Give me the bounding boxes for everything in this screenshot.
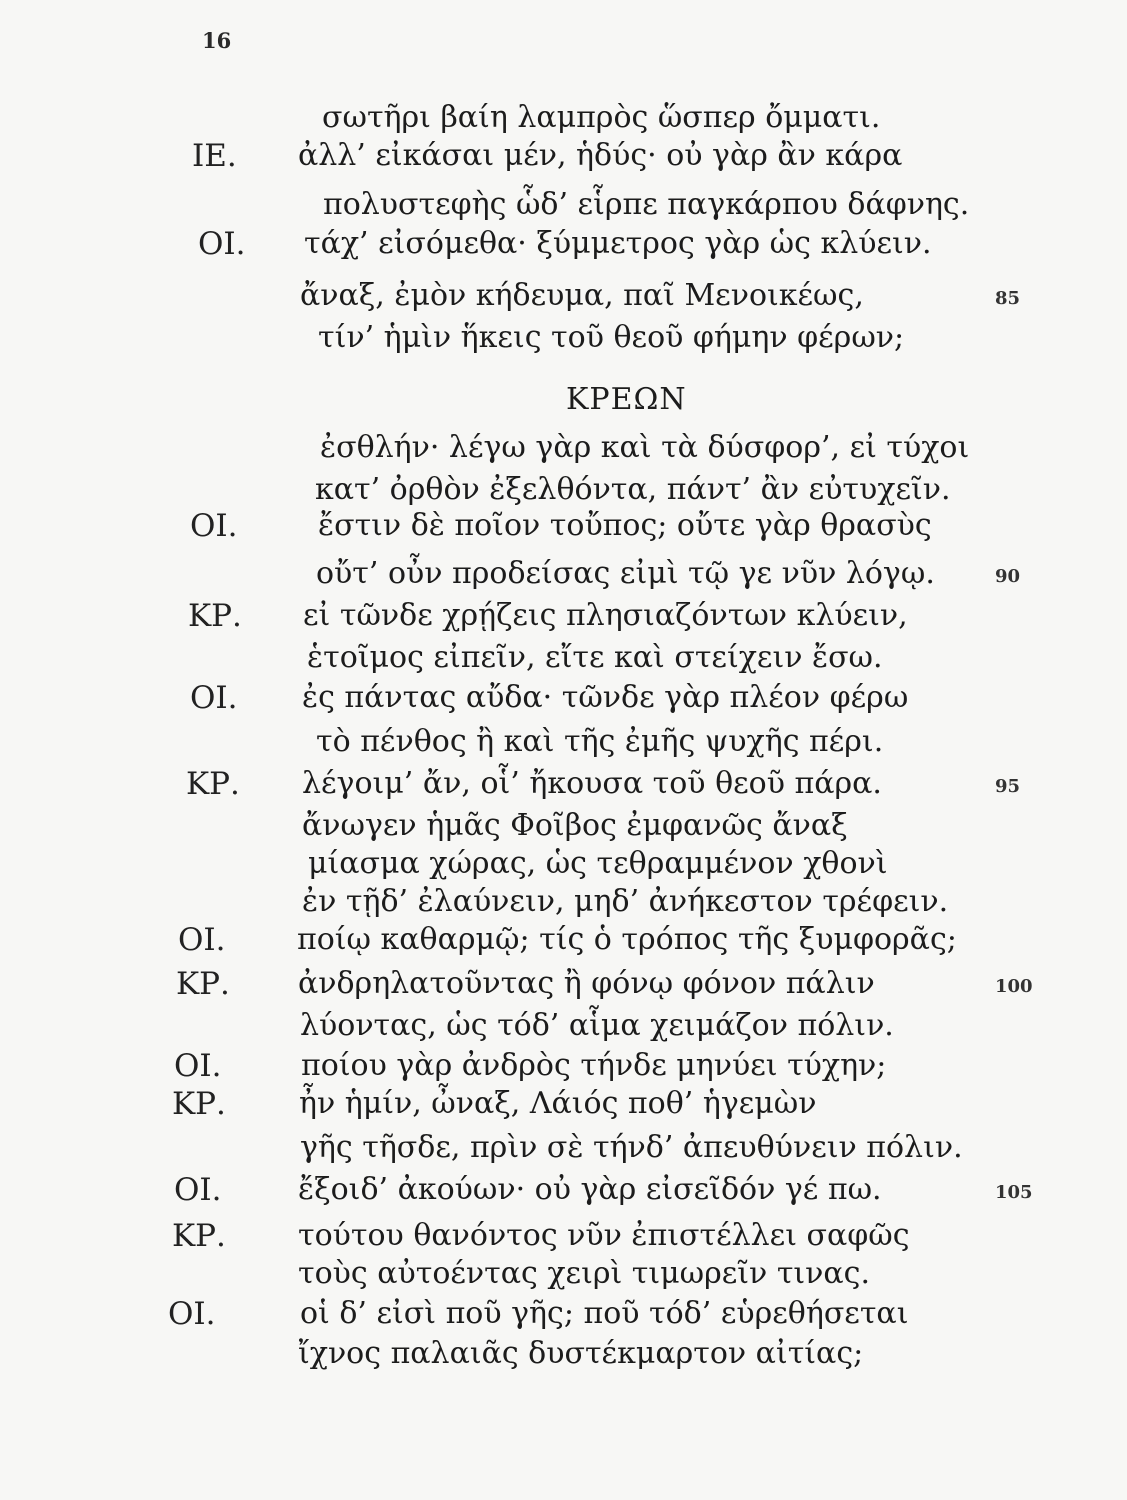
- verse-text: ἔστιν δὲ ποῖον τοὔπος; οὔτε γὰρ θρασὺς: [318, 508, 932, 543]
- verse-text: πολυστεφὴς ὧδ’ εἷρπε παγκάρπου δάφνης.: [323, 187, 970, 222]
- verse-text: τὸ πένθος ἢ καὶ τῆς ἐμῆς ψυχῆς πέρι.: [316, 724, 884, 759]
- verse-line: [0, 278, 1127, 322]
- speaker-label: ΟΙ.: [174, 1048, 222, 1084]
- page-number: 16: [202, 28, 232, 53]
- verse-line: [0, 922, 1127, 966]
- speaker-heading: ΚΡΕΩΝ: [566, 382, 687, 417]
- verse-line: [0, 1336, 1127, 1380]
- speaker-label: ΙΕ.: [192, 138, 237, 174]
- verse-line: [0, 1256, 1127, 1300]
- speaker-label: ΚΡ.: [186, 766, 240, 802]
- verse-line: [0, 556, 1127, 600]
- speaker-label: ΟΙ.: [190, 680, 238, 716]
- verse-line: [0, 320, 1127, 364]
- verse-line: [0, 1296, 1127, 1340]
- verse-text: ἑτοῖμος εἰπεῖν, εἴτε καὶ στείχειν ἔσω.: [307, 640, 883, 675]
- verse-text: λύοντας, ὡς τόδ’ αἷμα χειμάζον πόλιν.: [300, 1008, 894, 1043]
- verse-text: τοὺς αὐτοέντας χειρὶ τιμωρεῖν τινας.: [298, 1256, 871, 1291]
- verse-text: τίν’ ἡμὶν ἥκεις τοῦ θεοῦ φήμην φέρων;: [318, 320, 905, 355]
- line-number: 85: [995, 288, 1021, 309]
- speaker-label: ΚΡ.: [172, 1086, 226, 1122]
- verse-line: [0, 1172, 1127, 1216]
- verse-text: τάχ’ εἰσόμεθα· ξύμμετρος γὰρ ὡς κλύειν.: [304, 226, 932, 261]
- verse-line: [0, 966, 1127, 1010]
- verse-text: ἐσθλήν· λέγω γὰρ καὶ τὰ δύσφορ’, εἰ τύχοι: [320, 430, 970, 465]
- verse-text: τούτου θανόντος νῦν ἐπιστέλλει σαφῶς: [298, 1218, 910, 1253]
- verse-text: ἦν ἡμίν, ὦναξ, Λάιός ποθ’ ἡγεμὼν: [299, 1086, 817, 1121]
- verse-line: [0, 226, 1127, 270]
- verse-text: κατ’ ὀρθὸν ἐξελθόντα, πάντ’ ἂν εὐτυχεῖν.: [315, 472, 951, 507]
- line-number: 100: [995, 976, 1033, 997]
- verse-line: [0, 1130, 1127, 1174]
- verse-text: ἄνωγεν ἡμᾶς Φοῖβος ἐμφανῶς ἄναξ: [302, 808, 848, 843]
- verse-text: εἰ τῶνδε χρῄζεις πλησιαζόντων κλύειν,: [303, 598, 908, 633]
- verse-text: ποίου γὰρ ἀνδρὸς τήνδε μηνύει τύχην;: [301, 1048, 887, 1083]
- speaker-label: ΟΙ.: [198, 226, 246, 262]
- verse-line: [0, 640, 1127, 684]
- verse-line: [0, 724, 1127, 768]
- verse-line: [0, 138, 1127, 182]
- verse-text: ἐς πάντας αὔδα· τῶνδε γὰρ πλέον φέρω: [302, 680, 909, 715]
- speaker-label: ΚΡ.: [172, 1218, 226, 1254]
- speaker-label: ΟΙ.: [174, 1172, 222, 1208]
- verse-text: μίασμα χώρας, ὡς τεθραμμένον χθονὶ: [308, 846, 888, 881]
- verse-line: [0, 766, 1127, 810]
- verse-text: ἐν τῇδ’ ἐλαύνειν, μηδ’ ἀνήκεστον τρέφειν.: [302, 884, 949, 919]
- verse-line: [0, 680, 1127, 724]
- verse-text: σωτῆρι βαίη λαμπρὸς ὥσπερ ὄμματι.: [322, 100, 881, 135]
- verse-text: ἀλλ’ εἰκάσαι μέν, ἡδύς· οὐ γὰρ ἂν κάρα: [298, 138, 903, 173]
- verse-line: [0, 430, 1127, 474]
- verse-text: ἄναξ, ἐμὸν κήδευμα, παῖ Μενοικέως,: [300, 278, 864, 313]
- verse-text: λέγοιμ’ ἄν, οἷ’ ἤκουσα τοῦ θεοῦ πάρα.: [302, 766, 882, 801]
- verse-line: [0, 1008, 1127, 1052]
- verse-text: ἴχνος παλαιᾶς δυστέκμαρτον αἰτίας;: [298, 1336, 864, 1371]
- verse-line: [0, 1086, 1127, 1130]
- speaker-label: ΟΙ.: [168, 1296, 216, 1332]
- verse-text: γῆς τῆσδε, πρὶν σὲ τήνδ’ ἀπευθύνειν πόλιν.: [300, 1130, 963, 1165]
- verse-line: [0, 598, 1127, 642]
- verse-line: [0, 187, 1127, 231]
- verse-text: ποίῳ καθαρμῷ; τίς ὁ τρόπος τῆς ξυμφορᾶς;: [297, 922, 957, 957]
- speaker-label: ΟΙ.: [178, 922, 226, 958]
- verse-text: ἀνδρηλατοῦντας ἢ φόνῳ φόνον πάλιν: [298, 966, 875, 1001]
- line-number: 95: [995, 776, 1021, 797]
- line-number: 90: [995, 566, 1021, 587]
- speaker-label: ΚΡ.: [176, 966, 230, 1002]
- verse-text: ἔξοιδ’ ἀκούων· οὐ γὰρ εἰσεῖδόν γέ πω.: [298, 1172, 882, 1207]
- speaker-label: ΟΙ.: [190, 508, 238, 544]
- verse-text: οὔτ’ οὖν προδείσας εἰμὶ τῷ γε νῦν λόγῳ.: [316, 556, 935, 591]
- line-number: 105: [995, 1182, 1033, 1203]
- speaker-label: ΚΡ.: [188, 598, 242, 634]
- verse-text: οἱ δ’ εἰσὶ ποῦ γῆς; ποῦ τόδ’ εὑρεθήσεται: [300, 1296, 909, 1331]
- verse-line: [0, 508, 1127, 552]
